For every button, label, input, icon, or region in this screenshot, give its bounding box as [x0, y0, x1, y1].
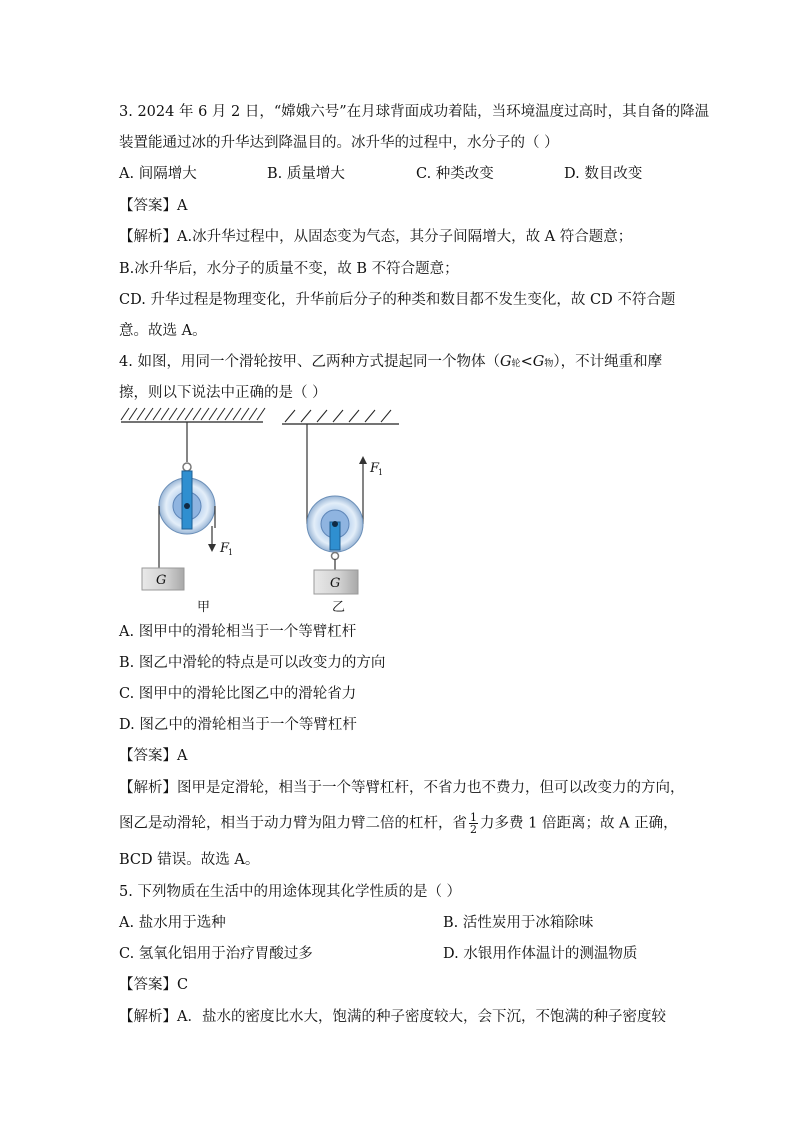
q5-option-d: D. 水银用作体温计的测温物质 — [443, 946, 638, 962]
q4-analysis-line-2: 图乙是动滑轮，相当于动力臂为阻力臂二倍的杠杆，省 $\frac{1}{2}$ 力多费 1 倍距离；故 A 正确， — [119, 811, 678, 836]
q4-option-d: D. 图乙中的滑轮相当于一个等臂杠杆 — [119, 717, 357, 733]
q3-answer: 【答案】A — [119, 198, 188, 214]
q4-option-c: C. 图甲中的滑轮比图乙中的滑轮省力 — [119, 686, 357, 702]
q5-option-b: B. 活性炭用于冰箱除味 — [443, 915, 594, 931]
q3-option-b: B. 质量增大 — [267, 166, 345, 182]
q4-stem-line-1: 4. 如图，用同一个滑轮按甲、乙两种方式提起同一个物体（G轮<G物），不计绳重和摩 — [119, 354, 663, 370]
pulley-figure — [115, 400, 415, 620]
q3-option-a: A. 间隔增大 — [119, 166, 197, 182]
q5-option-c: C. 氢氧化铝用于治疗胃酸过多 — [119, 946, 313, 962]
q5-answer: 【答案】C — [119, 977, 189, 993]
q4-option-a: A. 图甲中的滑轮相当于一个等臂杠杆 — [119, 624, 357, 640]
q4-answer: 【答案】A — [119, 748, 188, 764]
q5-option-a: A. 盐水用于选种 — [119, 915, 226, 931]
movable-pulley-diagram — [282, 410, 399, 615]
q4-option-b: B. 图乙中滑轮的特点是可以改变力的方向 — [119, 655, 386, 671]
weight-label-left: G — [156, 573, 167, 588]
q5-stem: 5. 下列物质在生活中的用途体现其化学性质的是（ ） — [119, 884, 462, 900]
q4-stem-line-2: 擦，则以下说法中正确的是（ ） — [119, 385, 327, 401]
q3-analysis-line-3: CD. 升华过程是物理变化，升华前后分子的种类和数目都不发生变化，故 CD 不符合题 — [119, 292, 676, 308]
q3-option-d: D. 数目改变 — [564, 166, 643, 182]
q3-analysis-line-1: 【解析】A.冰升华过程中，从固态变为气态，其分子间隔增大，故 A 符合题意； — [119, 229, 633, 245]
q3-analysis-line-4: 意。故选 A。 — [119, 323, 207, 339]
force-label-left: F — [220, 541, 230, 556]
q3-stem-line-1: 3. 2024 年 6 月 2 日，“嫦娥六号”在月球背面成功着陆，当环境温度过高时，其自备的降温 — [119, 104, 710, 120]
q3-stem-line-2: 装置能通过冰的升华达到降温目的。冰升华的过程中，水分子的（ ） — [119, 135, 559, 151]
q5-analysis-line-1: 【解析】A．盐水的密度比水大，饱满的种子密度较大，会下沉，不饱满的种子密度较 — [119, 1009, 666, 1025]
q3-option-c: C. 种类改变 — [416, 166, 494, 182]
fraction-one-half: $\frac{1}{2}$ — [470, 811, 477, 836]
force-label-right: F — [370, 461, 380, 476]
q4-analysis-line-3: BCD 错误。故选 A。 — [119, 852, 260, 868]
force-sub-left: 1 — [228, 548, 234, 557]
caption-left: 甲 — [197, 600, 211, 615]
weight-label-right: G — [330, 576, 341, 591]
force-sub-right: 1 — [378, 468, 384, 477]
q3-analysis-line-2: B.冰升华后，水分子的质量不变，故 B 不符合题意； — [119, 261, 459, 277]
q4-analysis-line-1: 【解析】图甲是定滑轮，相当于一个等臂杠杆，不省力也不费力，但可以改变力的方向， — [119, 780, 685, 796]
caption-right: 乙 — [332, 600, 346, 615]
fixed-pulley-diagram — [121, 408, 265, 615]
